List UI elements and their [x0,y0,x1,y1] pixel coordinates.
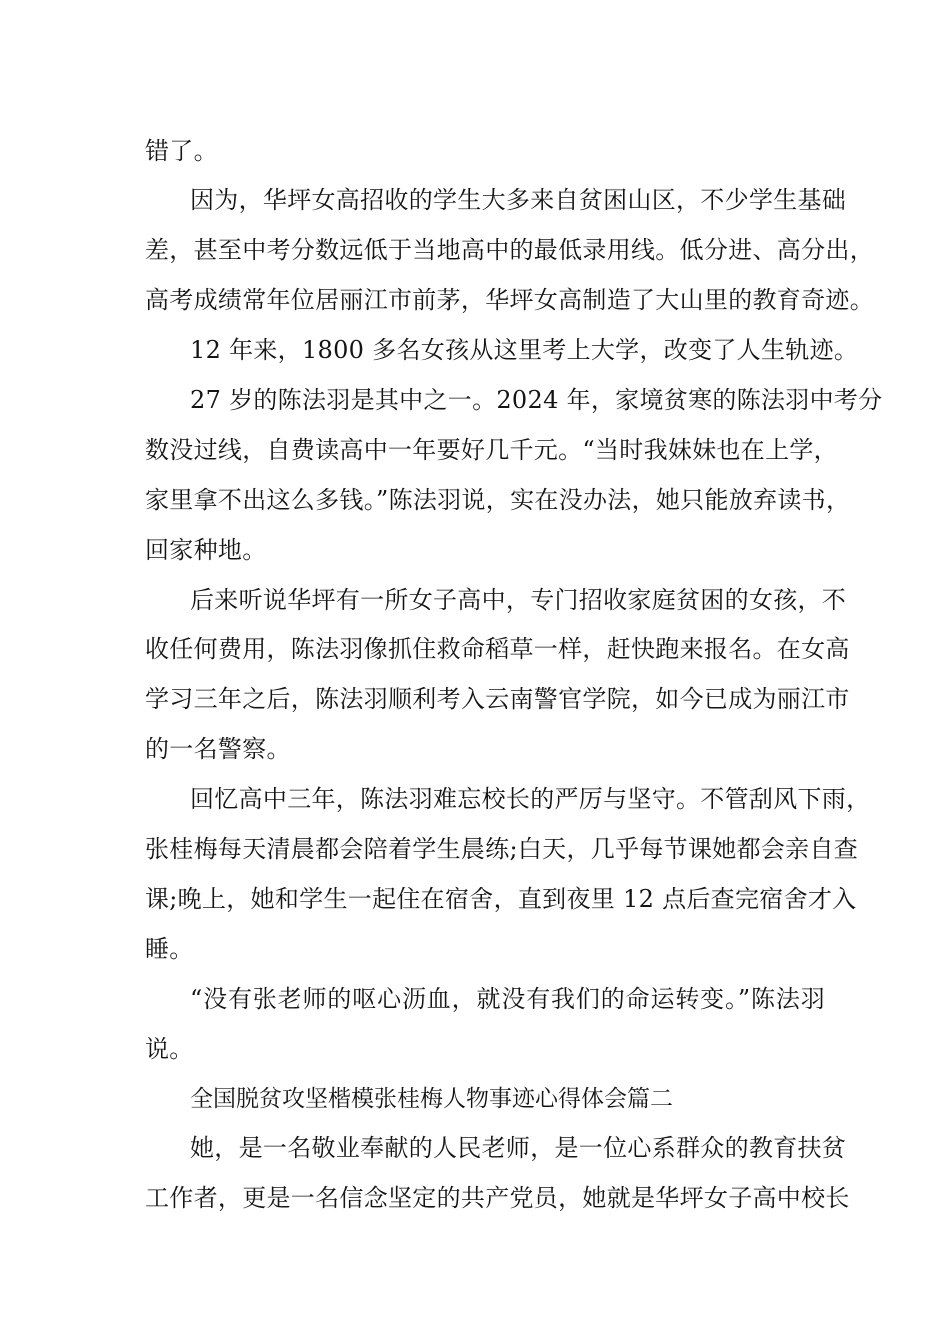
paragraph-line: 回家种地。 [145,536,267,564]
paragraph-line: 27 岁的陈法羽是其中之一。2024 年，家境贫寒的陈法羽中考分 [190,386,883,414]
paragraph-line: 后来听说华坪有一所女子高中，专门招收家庭贫困的女孩，不 [190,586,847,614]
paragraph-line: 收任何费用，陈法羽像抓住救命稻草一样，赶快跑来报名。在女高 [145,635,850,663]
paragraph-line: 睡。 [145,935,194,963]
paragraph-line: 数没过线，自费读高中一年要好几千元。“当时我妹妹也在上学， [145,436,838,464]
paragraph-line: 张桂梅每天清晨都会陪着学生晨练;白天，几乎每节课她都会亲自查 [145,835,859,863]
paragraph-line: 高考成绩常年位居丽江市前茅，华坪女高制造了大山里的教育奇迹。 [145,286,874,314]
paragraph-line: 她，是一名敬业奉献的人民老师，是一位心系群众的教育扶贫 [190,1134,847,1162]
paragraph-line: 12 年来，1800 多名女孩从这里考上大学，改变了人生轨迹。 [190,336,859,364]
paragraph-line: 家里拿不出这么多钱。”陈法羽说，实在没办法，她只能放弃读书， [145,486,851,514]
paragraph-line: 回忆高中三年，陈法羽难忘校长的严厉与坚守。不管刮风下雨， [190,785,871,813]
paragraph-line: 说。 [145,1035,194,1063]
section-heading: 全国脱贫攻坚楷模张桂梅人物事迹心得体会篇二 [190,1086,673,1112]
paragraph-line: 差，甚至中考分数远低于当地高中的最低录用线。低分进、高分出， [145,236,874,264]
paragraph-line: “没有张老师的呕心沥血，就没有我们的命运转变。”陈法羽 [190,985,825,1013]
paragraph-line: 错了。 [145,137,218,165]
paragraph-line: 因为，华坪女高招收的学生大多来自贫困山区，不少学生基础 [190,186,847,214]
paragraph-line: 工作者，更是一名信念坚定的共产党员，她就是华坪女子高中校长 [145,1184,850,1212]
paragraph-line: 的一名警察。 [145,735,291,763]
paragraph-line: 课;晚上，她和学生一起住在宿舍，直到夜里 12 点后查完宿舍才入 [145,885,857,913]
paragraph-line: 学习三年之后，陈法羽顺利考入云南警官学院，如今已成为丽江市 [145,685,850,713]
